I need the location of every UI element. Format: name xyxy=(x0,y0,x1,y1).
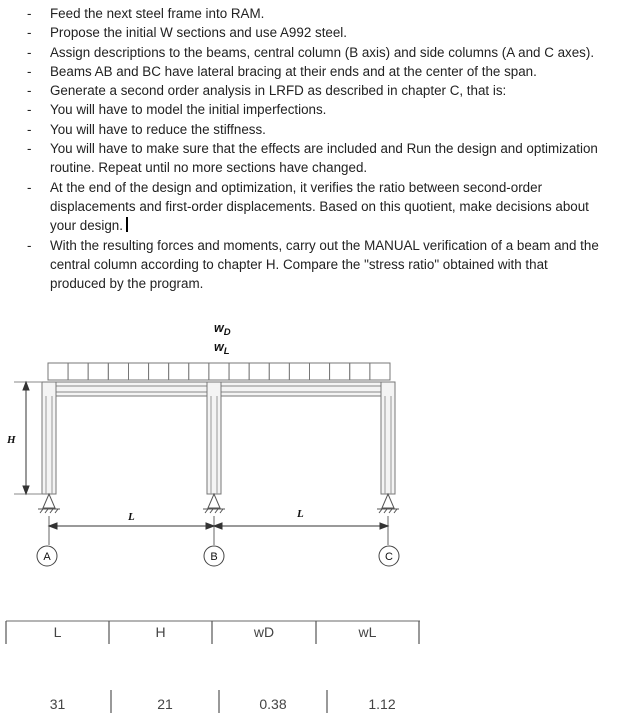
bullet-dash: - xyxy=(27,179,32,195)
load-block xyxy=(350,363,370,380)
column-a xyxy=(42,382,56,494)
load-dead-label: $w_D$ xyxy=(214,321,231,338)
load-block xyxy=(88,363,108,380)
load-live-label: $w_L$ xyxy=(214,340,230,357)
load-block xyxy=(289,363,309,380)
bullet-dash: - xyxy=(27,237,32,253)
load-block xyxy=(229,363,249,380)
support-a xyxy=(38,494,60,513)
table-value-cell: 0.38 xyxy=(259,696,287,712)
span-label-left: L xyxy=(128,511,135,523)
span-label-right: L xyxy=(297,508,304,520)
load-block xyxy=(129,363,149,380)
instruction-text: You will have to model the initial imperfections. xyxy=(50,102,327,118)
table-value-cell: 31 xyxy=(49,696,66,712)
load-block xyxy=(149,363,169,380)
axis-label-b: B xyxy=(210,551,218,563)
load-block xyxy=(310,363,330,380)
height-dimension xyxy=(14,382,42,494)
support-b xyxy=(203,494,225,513)
load-block xyxy=(169,363,189,380)
load-block xyxy=(370,363,390,380)
table-value-row xyxy=(0,696,624,726)
bullet-dash: - xyxy=(27,25,32,41)
instruction-text: Assign descriptions to the beams, central column (B axis) and side columns (A and C axes). xyxy=(50,44,595,60)
axis-marker-a xyxy=(37,546,57,566)
span-dimension xyxy=(49,516,388,538)
axis-marker-b xyxy=(204,546,224,566)
instruction-text: With the resulting forces and moments, carry out the MANUAL verification of a beam and the central column according to chapter H. Compare the "stress ratio" obtained with that produced by the program. xyxy=(50,237,599,292)
table-header-cell: H xyxy=(155,624,166,640)
instruction-text: Propose the initial W sections and use A992 steel. xyxy=(50,25,347,41)
bullet-dash: - xyxy=(27,102,32,118)
load-block xyxy=(108,363,128,380)
axis-label-c: C xyxy=(385,551,393,563)
column-b xyxy=(207,382,221,494)
axis-marker-c xyxy=(379,546,399,566)
bullet-dash: - xyxy=(27,83,32,99)
instruction-text: Generate a second order analysis in LRFD as described in chapter C, that is: xyxy=(50,83,507,99)
instruction-text: Feed the next steel frame into RAM. xyxy=(50,6,265,21)
table-value-cell: 21 xyxy=(157,696,173,712)
bullet-dash: - xyxy=(27,63,32,79)
bullet-dash: - xyxy=(27,6,32,21)
table-header-cell: L xyxy=(53,624,62,640)
table-value-cell: 1.12 xyxy=(368,696,396,712)
bullet-dash: - xyxy=(27,44,32,60)
height-label: H xyxy=(7,434,16,446)
distributed-load xyxy=(48,363,390,380)
load-block xyxy=(249,363,269,380)
load-block xyxy=(189,363,209,380)
load-block xyxy=(209,363,229,380)
table-header-row xyxy=(0,624,624,654)
axis-label-a: A xyxy=(43,551,51,563)
instruction-text: At the end of the design and optimization, it verifies the ratio between second-order displacements and first-order displacements. Based on this quotient, make decisions about your design. xyxy=(50,179,589,234)
column-c xyxy=(381,382,395,494)
support-c xyxy=(377,494,399,513)
bullet-dash: - xyxy=(27,121,32,137)
table-header-cell: wD xyxy=(253,624,275,640)
load-block xyxy=(269,363,289,380)
load-block xyxy=(48,363,68,380)
load-block xyxy=(68,363,88,380)
instruction-text: Beams AB and BC have lateral bracing at their ends and at the center of the span. xyxy=(50,63,537,79)
table-header-cell: wL xyxy=(358,624,377,640)
bullet-dash: - xyxy=(27,141,32,157)
instruction-text: You will have to make sure that the effects are included and Run the design and optimization routine. Repeat until no more sections have changed. xyxy=(50,141,598,176)
load-block xyxy=(330,363,350,380)
instruction-text: You will have to reduce the stiffness. xyxy=(50,121,266,137)
